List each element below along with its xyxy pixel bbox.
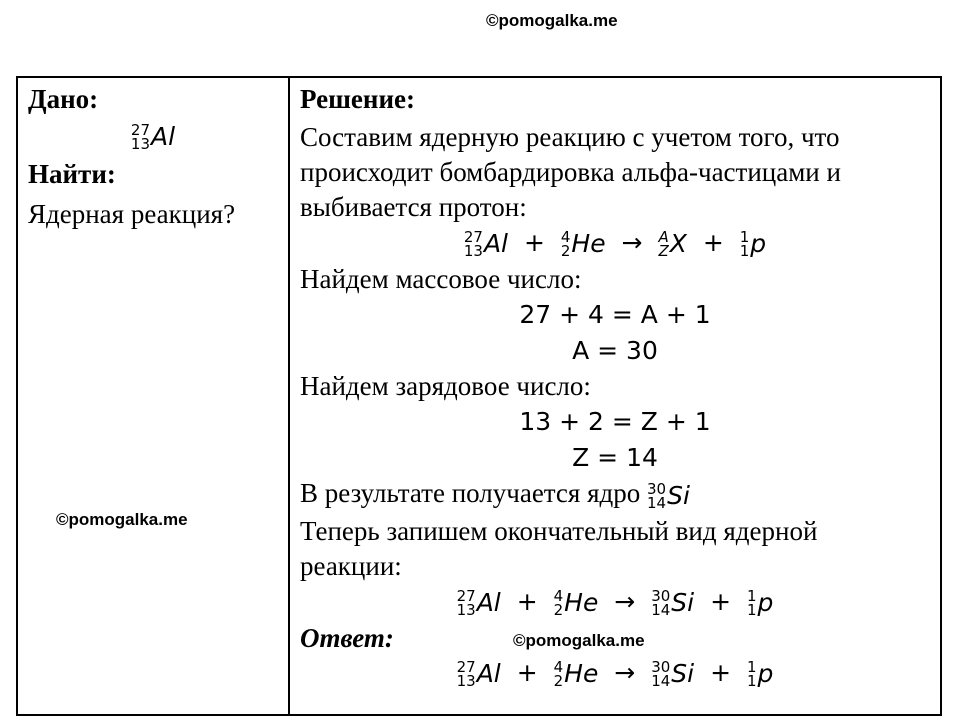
charge-equation-1: 13 + 2 = Z + 1 (519, 407, 711, 436)
result-line: В результате получается ядро 30 14 Si (300, 478, 690, 512)
intro-line-3: выбивается протон: (300, 192, 527, 222)
intro-line-1: Составим ядерную реакцию с учетом того, что (300, 122, 840, 152)
find-heading: Найти: (28, 159, 116, 189)
given-nucleus: 27 13 Al (130, 121, 176, 153)
find-text: Ядерная реакция? (28, 199, 236, 229)
watermark-left: ©pomogalka.me (56, 510, 188, 529)
solution-cell (300, 82, 930, 692)
given-cell (28, 82, 278, 232)
charge-equation-2: Z = 14 (572, 443, 658, 472)
reaction-general: 27 13 Al + 4 2 He → A Z X + 1 1 p (463, 228, 767, 260)
given-heading: Дано: (28, 84, 99, 114)
charge-heading: Найдем зарядовое число: (300, 371, 591, 401)
column-divider (288, 78, 290, 714)
final-line-1: Теперь запишем окончательный вид ядерной (300, 515, 818, 546)
watermark-middle: ©pomogalka.me (513, 631, 645, 650)
intro-line-2: происходит бомбардировка альфа-частицами и (300, 157, 841, 187)
mass-equation-2: A = 30 (572, 336, 658, 365)
answer-heading: Ответ: (300, 622, 394, 653)
reaction-final: 27 13 Al + 4 2 He → 30 14 Si + 1 1 p (456, 586, 774, 619)
mass-equation-1: 27 + 4 = A + 1 (519, 300, 711, 329)
final-line-2: реакции: (300, 550, 402, 581)
watermark-top: ©pomogalka.me (486, 11, 618, 30)
mass-heading: Найдем массовое число: (300, 264, 582, 294)
solution-heading: Решение: (300, 84, 415, 114)
reaction-answer: 27 13 Al + 4 2 He → 30 14 Si + 1 1 p (456, 657, 774, 690)
solution-table (16, 76, 942, 716)
